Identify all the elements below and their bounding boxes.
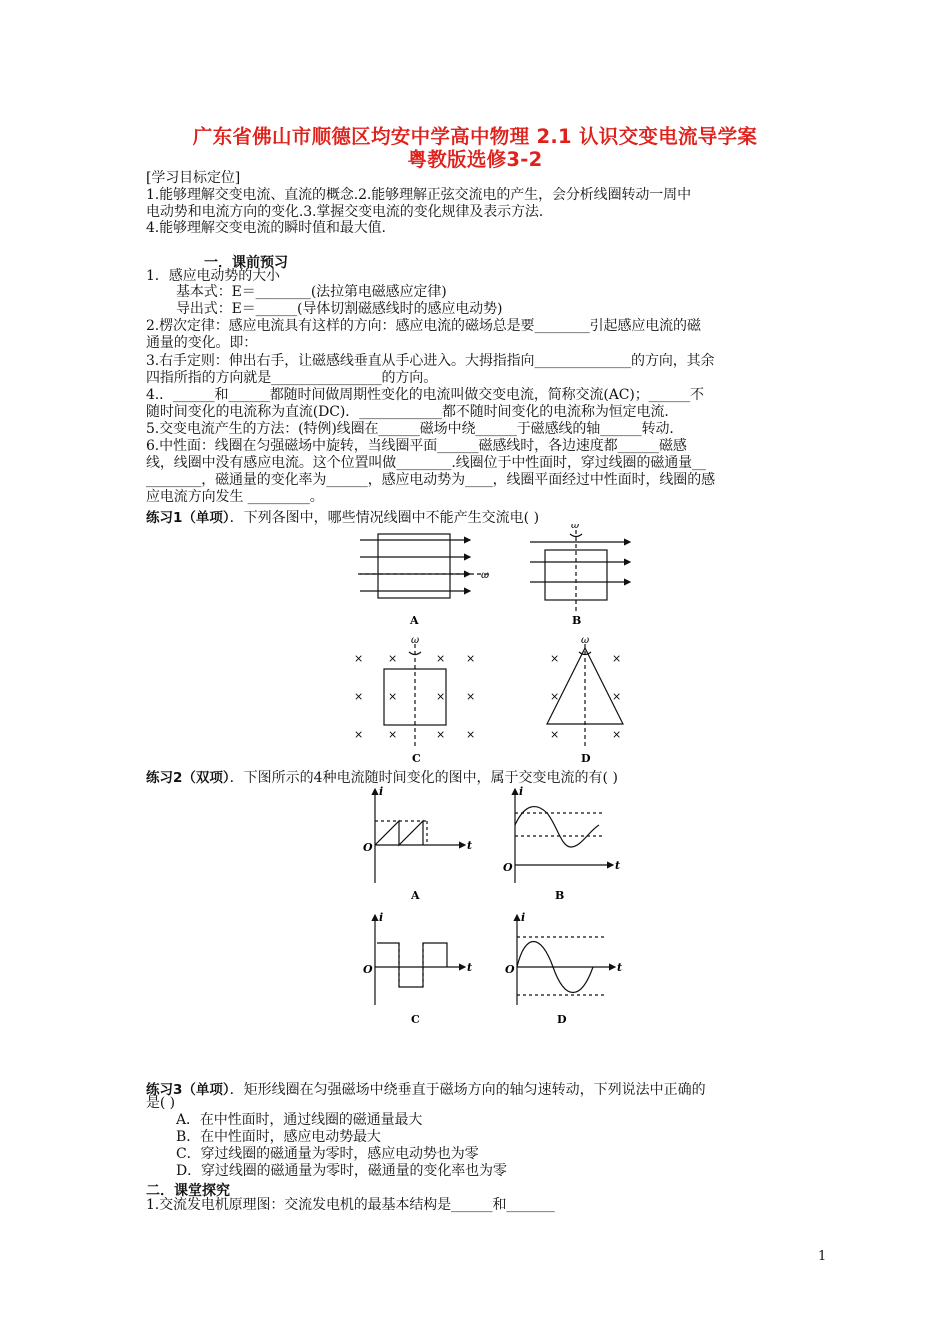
preview-line: 2.楞次定律：感应电流具有这样的方向：感应电流的磁场总是要________引起感应电流的磁 [146,318,701,334]
svg-text:×: × [436,690,446,703]
caption-c: C [411,1013,420,1026]
exercise2-label: 练习2（双项） [146,770,230,786]
exercise3-label: 练习3（单项） [146,1082,230,1098]
caption-c: C [412,752,421,765]
exercise3-option-b: B．在中性面时，感应电动势最大 [176,1129,381,1145]
document-title-line2: 粤教版选修3-2 [407,148,543,171]
svg-text:×: × [466,652,476,665]
section2-heading: 二．课堂探究 [146,1183,230,1199]
exercise1-figure [340,524,640,772]
preview-line: 通量的变化。即： [146,335,258,351]
svg-text:×: × [354,690,364,703]
figure-b-coil-in-field [530,530,630,612]
svg-text:×: × [466,728,476,741]
caption-b: B [572,614,582,627]
caption-d: D [557,1013,567,1026]
graph-d-sine [517,915,615,1005]
preview-line: 应电流方向发生 _________。 [146,489,324,505]
caption-d: D [581,752,591,765]
svg-text:×: × [436,728,446,741]
axis-i-label: i [379,911,384,924]
exercise3-option-c: C．穿过线圈的磁通量为零时，感应电动势也为零 [176,1146,479,1162]
svg-text:×: × [388,652,398,665]
exercise3-option-d: D．穿过线圈的磁通量为零时，磁通量的变化率也为零 [176,1163,507,1179]
exercise1-label: 练习1（单项） [146,510,230,526]
axis-i-label: i [519,785,524,798]
svg-text:×: × [354,652,364,665]
omega-label: ω [571,524,580,531]
svg-text:×: × [436,652,446,665]
origin-label: O [503,861,513,874]
exercise3-text-line2: 是( ) [146,1095,175,1111]
objective-line: 电动势和电流方向的变化.3.掌握交变电流的变化规律及表示方法. [146,204,544,220]
exercise2-text: ．下图所示的4种电流随时间变化的图中，属于交变电流的有( ) [229,770,618,786]
omega-label: ω [581,635,590,646]
svg-text:×: × [354,728,364,741]
preview-line: 四指所指的方向就是________________的方向。 [146,370,438,386]
caption-a: A [410,614,419,627]
preview-line: 3.右手定则：伸出右手，让磁感线垂直从手心进入。大拇指指向______________的方向，其余 [146,353,715,369]
graph-b-offset-sine [515,789,613,883]
svg-text:×: × [550,690,560,703]
exercise2-figure [355,783,635,1033]
origin-label: O [363,963,373,976]
svg-text:×: × [550,728,560,741]
axis-t-label: t [615,859,621,872]
exercise3-text: ．矩形线圈在匀强磁场中绕垂直于磁场方向的轴匀速转动，下列说法中正确的 [229,1082,706,1098]
svg-text:×: × [612,652,622,665]
exercise3-option-a: A．在中性面时，通过线圈的磁通量最大 [176,1112,423,1128]
preview-line: 导出式：E＝______(导体切割磁感线时的感应电动势) [176,301,503,317]
graph-a-sawtooth [375,789,465,883]
svg-text:×: × [612,728,622,741]
axis-t-label: t [617,961,623,974]
axis-t-label: t [467,961,473,974]
figure-a-coil-in-field [358,534,490,598]
origin-label: O [505,963,515,976]
preview-line: ________，磁通量的变化率为______，感应电动势为____，线圈平面经过中性面时，线圈的感 [146,472,715,488]
preview-line: 基本式：E＝________(法拉第电磁感应定律) [176,284,447,300]
svg-text:×: × [550,652,560,665]
origin-label: O [363,841,373,854]
objective-line: 1.能够理解交变电流、直流的概念.2.能够理解正弦交流电的产生，会分析线圈转动一周中 [146,187,691,203]
section1-heading: 一．课前预习 [204,255,288,271]
preview-line: 4.．______和______都随时间做周期性变化的电流叫做交变电流，简称交流(AC)；______不 [146,387,704,403]
objective-line: 4.能够理解交变电流的瞬时值和最大值. [146,220,386,236]
preview-line: 1．感应电动势的大小 [146,268,280,284]
graph-c-square-wave [375,915,465,1005]
caption-b: B [555,889,565,902]
svg-text:×: × [388,728,398,741]
svg-text:×: × [466,690,476,703]
objectives-heading: [学习目标定位] [146,170,241,186]
page-number: 1 [818,1249,827,1264]
document-title-line1: 广东省佛山市顺德区均安中学高中物理 2.1 认识交变电流导学案 [192,125,758,148]
preview-line: 线，线圈中没有感应电流。这个位置叫做________.线圈位于中性面时，穿过线圈的磁通量__ [146,455,706,471]
preview-line: 5.交变电流产生的方法：(特例)线圈在______磁场中绕______于磁感线的轴______转动． [146,421,684,437]
omega-label: ω [411,635,420,646]
preview-line: 随时间变化的电流称为直流(DC)．____________都不随时间变化的电流称为恒定电流． [146,404,679,420]
section2-line1: 1.交流发电机原理图：交流发电机的最基本结构是______和_______ [146,1197,555,1213]
svg-text:×: × [612,690,622,703]
exercise1-text: ．下列各图中，哪些情况线圈中不能产生交流电( ) [229,510,540,526]
caption-a: A [411,889,420,902]
svg-text:×: × [388,690,398,703]
axis-i-label: i [521,911,526,924]
axis-t-label: t [467,839,473,852]
axis-i-label: i [379,785,384,798]
omega-label: ω [481,570,490,581]
preview-line: 6.中性面：线圈在匀强磁场中旋转，当线圈平面______磁感线时，各边速度都______磁感 [146,438,687,454]
